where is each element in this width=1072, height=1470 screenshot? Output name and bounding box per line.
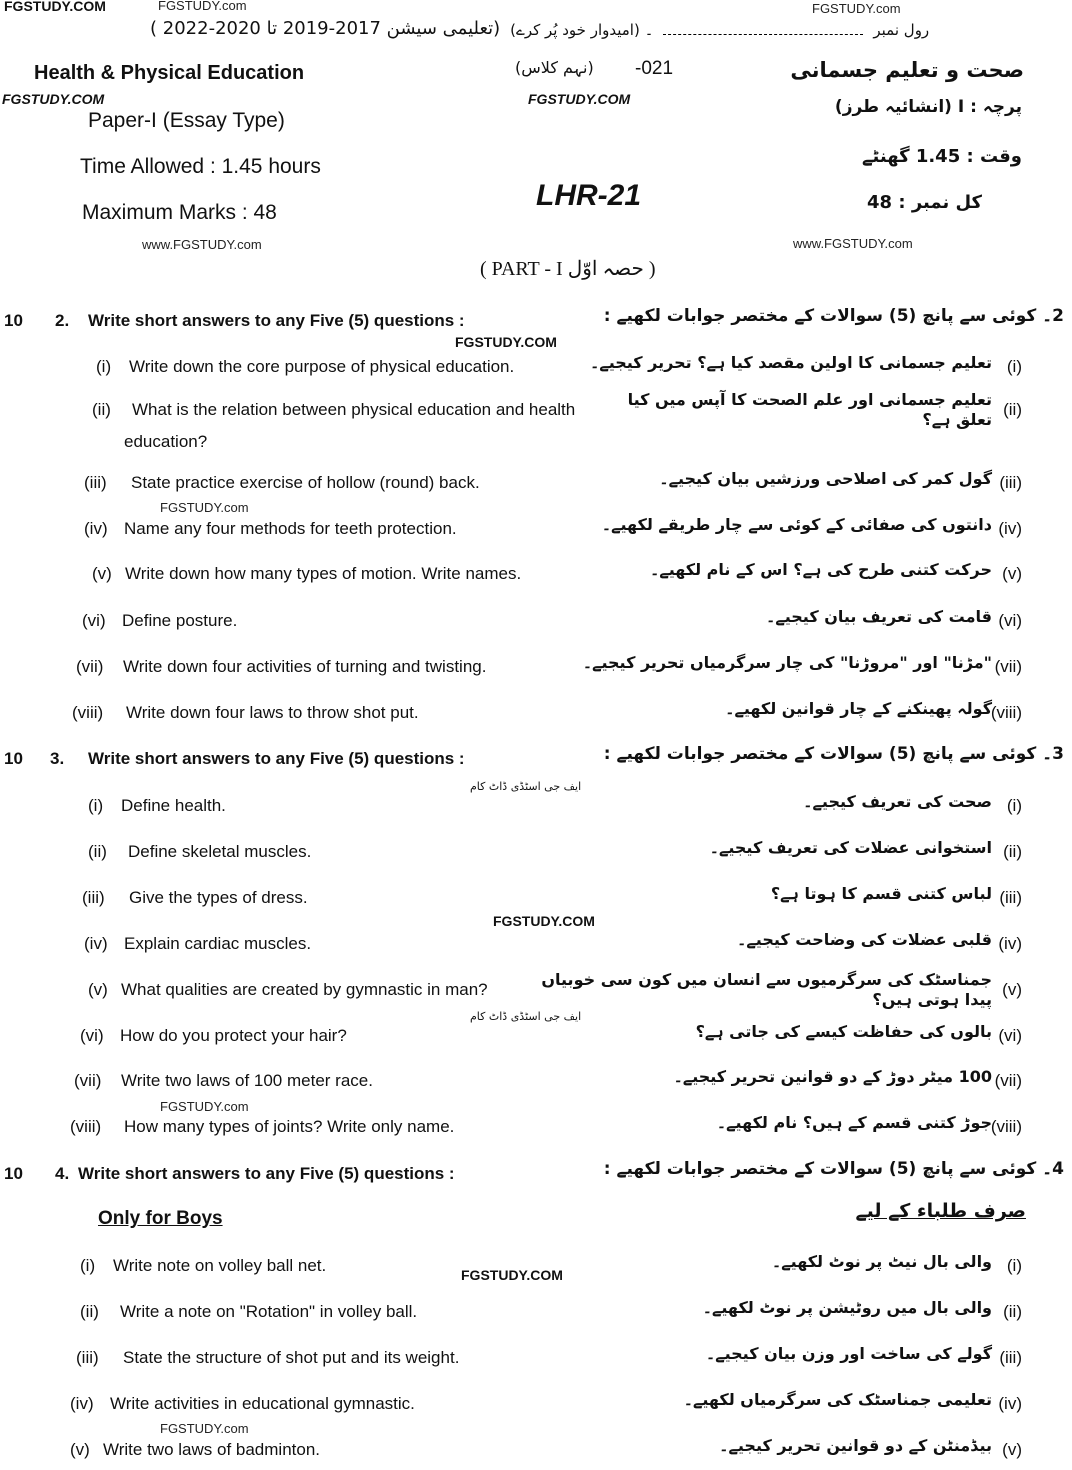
item-number-urdu: (v) <box>1002 1440 1022 1459</box>
question-item <box>0 1344 1072 1378</box>
item-text-urdu: بالوں کی حفاظت کیسے کی جاتی ہے؟ <box>695 1022 992 1041</box>
maximum-marks: Maximum Marks : 48 <box>82 201 277 224</box>
session-urdu: (تعلیمی سیشن 2017-2019 تا 2020-2022 ) <box>150 18 501 39</box>
item-text-urdu: جمناسٹک کی سرگرمیوں سے انسان میں کون سی خوبیاں پیدا ہوتی ہیں؟ <box>541 970 992 1009</box>
item-number: (iv) <box>70 1394 94 1413</box>
item-number: (vii) <box>74 1071 102 1090</box>
question-item <box>0 560 1072 594</box>
item-text: What qualities are created by gymnastic in man? <box>121 980 488 999</box>
item-number: (iv) <box>84 934 108 953</box>
item-text: Write down four laws to throw shot put. <box>126 703 419 722</box>
item-number: (i) <box>96 357 112 376</box>
item-number: (i) <box>88 796 104 815</box>
watermark: FGSTUDY.COM <box>4 0 106 14</box>
item-number-urdu: (ii) <box>1003 842 1022 861</box>
question-number: 3. <box>50 749 65 768</box>
item-number-urdu: (v) <box>1002 564 1022 583</box>
watermark: www.FGSTUDY.com <box>793 236 913 251</box>
item-text: State the structure of shot put and its weight. <box>123 1348 460 1367</box>
subject-title-urdu: صحت و تعلیم جسمانی <box>790 58 1024 82</box>
item-text: State practice exercise of hollow (round) back. <box>131 473 480 492</box>
item-number: (i) <box>80 1256 96 1275</box>
item-text-urdu: قامت کی تعریف بیان کیجیے۔ <box>765 607 992 626</box>
question-item <box>0 653 1072 687</box>
item-text: Explain cardiac muscles. <box>124 934 312 953</box>
watermark: FGSTUDY.com <box>160 500 249 515</box>
item-text-urdu: گول کمر کی اصلاحی ورزشیں بیان کیجیے۔ <box>659 469 992 488</box>
time-allowed: Time Allowed : 1.45 hours <box>80 155 321 178</box>
item-text-urdu: صحت کی تعریف کیجیے۔ <box>803 792 992 811</box>
class-urdu: (نہم کلاس) <box>515 58 594 77</box>
question-item <box>0 699 1072 733</box>
item-number-urdu: (iv) <box>998 519 1022 538</box>
item-text: Write down four activities of turning and twisting. <box>123 657 487 676</box>
item-text-continued: education? <box>124 432 208 451</box>
question-heading: Write short answers to any Five (5) questions : <box>88 311 465 330</box>
roll-no-line <box>663 33 863 35</box>
item-text: Write a note on "Rotation" in volley ball. <box>120 1302 418 1321</box>
question-item <box>0 390 1072 451</box>
question-item <box>0 1022 1072 1056</box>
item-text-urdu: بیڈمنٹن کے دو قوانین تحریر کیجیے۔ <box>719 1436 992 1455</box>
question-heading: Write short answers to any Five (5) questions : <box>78 1164 455 1183</box>
watermark: FGSTUDY.COM <box>528 91 631 107</box>
paper-type-urdu: پرچہ : I (انشائیہ طرز) <box>834 97 1022 117</box>
question-item <box>0 1113 1072 1147</box>
item-text: Define posture. <box>122 611 238 630</box>
item-text: Write activities in educational gymnastic. <box>110 1394 415 1413</box>
watermark: FGSTUDY.COM <box>455 334 557 350</box>
board-code-stamp: LHR-21 <box>536 179 642 212</box>
item-number: (vi) <box>80 1026 104 1045</box>
watermark: FGSTUDY.COM <box>2 91 105 107</box>
item-text-urdu: والی بال میں روٹیشن پر نوٹ لکھیے۔ <box>702 1298 992 1317</box>
item-number-urdu: (iv) <box>998 1394 1022 1413</box>
item-number-urdu: (vii) <box>994 1071 1022 1090</box>
item-text-urdu: تعلیم جسمانی کا اولین مقصد کیا ہے؟ تحریر کیجیے۔ <box>589 353 992 372</box>
item-number-urdu: (i) <box>1006 1256 1022 1275</box>
item-text-urdu: گولے کی ساخت اور وزن بیان کیجیے۔ <box>705 1344 992 1363</box>
question-heading-urdu: 3۔ کوئی سے پانچ (5) سوالات کے مختصر جوابات لکھیے : <box>603 744 1064 764</box>
item-number-urdu: (viii) <box>990 1117 1022 1136</box>
item-number: (iii) <box>84 473 107 492</box>
question-item <box>0 515 1072 549</box>
part-heading: ( PART - I حصہ اوّل ) <box>480 258 656 280</box>
watermark: www.FGSTUDY.com <box>142 237 262 252</box>
item-number: (iii) <box>76 1348 99 1367</box>
item-text-urdu: جوڑ کتنی قسم کے ہیں؟ نام لکھیے۔ <box>716 1113 992 1132</box>
item-text: Name any four methods for teeth protection. <box>124 519 457 538</box>
item-text: What is the relation between physical education and health <box>132 400 576 419</box>
roll-no-label: رول نمبر <box>873 21 930 39</box>
question-item <box>0 884 1072 918</box>
time-allowed-urdu: وقت : 1.45 گھنٹے <box>861 146 1022 167</box>
question-marks: 10 <box>4 311 23 330</box>
item-number-urdu: (iii) <box>999 473 1022 492</box>
item-number: (viii) <box>70 1117 102 1136</box>
subject-title: Health & Physical Education <box>34 62 305 84</box>
item-text: Define health. <box>121 796 226 815</box>
question-item <box>0 930 1072 964</box>
session-line <box>150 18 929 39</box>
item-number: (vi) <box>82 611 106 630</box>
item-number: (iv) <box>84 519 108 538</box>
item-text: How do you protect your hair? <box>120 1026 347 1045</box>
paper-code: -021 <box>635 58 674 79</box>
question-heading: Write short answers to any Five (5) questions : <box>88 749 465 768</box>
section-subheading-urdu: صرف طلباء کے لیے <box>855 1200 1026 1222</box>
item-number-urdu: (iii) <box>999 888 1022 907</box>
watermark: FGSTUDY.COM <box>493 913 595 929</box>
item-number: (v) <box>70 1440 90 1459</box>
item-number-urdu: (ii) <box>1003 400 1022 419</box>
item-number: (ii) <box>88 842 107 861</box>
item-text-urdu: گولہ پھینکنے کے چار قوانین لکھیے۔ <box>725 699 992 718</box>
section-subheading: Only for Boys <box>98 1208 223 1229</box>
item-text: Define skeletal muscles. <box>128 842 312 861</box>
item-number-urdu: (ii) <box>1003 1302 1022 1321</box>
question-item <box>0 1390 1072 1424</box>
item-number: (iii) <box>82 888 105 907</box>
item-text-urdu: تعلیم جسمانی اور علم الصحت کا آپس میں کیا تعلق ہے؟ <box>627 390 992 429</box>
watermark: FGSTUDY.com <box>812 1 901 16</box>
question-heading-urdu: 4۔ کوئی سے پانچ (5) سوالات کے مختصر جوابات لکھیے : <box>603 1159 1064 1179</box>
question-item <box>0 353 1072 387</box>
item-text: How many types of joints? Write only name. <box>124 1117 455 1136</box>
question-item <box>0 469 1072 503</box>
watermark: FGSTUDY.com <box>160 1421 249 1436</box>
item-text-urdu: 100 میٹر دوڑ کے دو قوانین تحریر کیجیے۔ <box>673 1067 992 1086</box>
question-item <box>0 607 1072 641</box>
item-number-urdu: (vii) <box>994 657 1022 676</box>
question-item <box>0 1436 1072 1470</box>
item-text-urdu: لباس کتنی قسم کا ہوتا ہے؟ <box>770 884 992 903</box>
item-number: (vii) <box>76 657 104 676</box>
item-text-urdu: حرکت کتنی طرح کی ہے؟ اس کے نام لکھیے۔ <box>649 560 992 579</box>
item-number-urdu: (iii) <box>999 1348 1022 1367</box>
question-heading-urdu: 2۔ کوئی سے پانچ (5) سوالات کے مختصر جوابات لکھیے : <box>603 306 1064 326</box>
watermark: ایف جی اسٹڈی ڈاٹ کام <box>470 780 582 793</box>
item-text-urdu: والی بال نیٹ پر نوٹ لکھیے۔ <box>771 1252 992 1271</box>
watermark: ایف جی اسٹڈی ڈاٹ کام <box>470 1010 582 1023</box>
item-text: Write two laws of badminton. <box>103 1440 320 1459</box>
question-number: 4. <box>55 1164 70 1183</box>
item-number-urdu: (vi) <box>998 611 1022 630</box>
item-number: (v) <box>92 564 112 583</box>
item-text: Write note on volley ball net. <box>113 1256 327 1275</box>
watermark: FGSTUDY.com <box>158 0 247 13</box>
item-number: (ii) <box>80 1302 99 1321</box>
candidate-note: (امیدوار خود پُر کرے) ۔ <box>510 21 654 39</box>
paper-type: Paper-I (Essay Type) <box>88 109 285 132</box>
item-number-urdu: (iv) <box>998 934 1022 953</box>
item-number-urdu: (vi) <box>998 1026 1022 1045</box>
question-marks: 10 <box>4 749 23 768</box>
question-item <box>0 1252 1072 1286</box>
question-item <box>0 838 1072 872</box>
item-number-urdu: (viii) <box>990 703 1022 722</box>
item-number-urdu: (i) <box>1006 796 1022 815</box>
item-text-urdu: استخوانی عضلات کی تعریف کیجیے۔ <box>709 838 992 857</box>
item-number: (v) <box>88 980 108 999</box>
item-text: Write down how many types of motion. Write names. <box>125 564 522 583</box>
maximum-marks-urdu: کل نمبر : 48 <box>867 192 982 213</box>
item-text-urdu: تعلیمی جمناسٹک کی سرگرمیاں لکھیے۔ <box>683 1390 992 1409</box>
question-item <box>0 970 1072 1010</box>
item-text: Write two laws of 100 meter race. <box>121 1071 373 1090</box>
item-number: (viii) <box>72 703 104 722</box>
question-item <box>0 1067 1072 1101</box>
item-text-urdu: قلبی عضلات کی وضاحت کیجیے۔ <box>737 930 992 949</box>
item-number-urdu: (v) <box>1002 980 1022 999</box>
watermark: FGSTUDY.com <box>160 1099 249 1114</box>
item-text: Give the types of dress. <box>129 888 308 907</box>
question-item <box>0 792 1072 826</box>
item-number: (ii) <box>92 400 111 419</box>
item-text-urdu: "مڑنا" اور "مروڑنا" کی چار سرگرمیاں تحریر کیجیے۔ <box>582 653 992 672</box>
question-number: 2. <box>55 311 70 330</box>
item-text: Write down the core purpose of physical education. <box>129 357 515 376</box>
question-item <box>0 1298 1072 1332</box>
question-marks: 10 <box>4 1164 23 1183</box>
item-text-urdu: دانتوں کی صفائی کے کوئی سے چار طریقے لکھیے۔ <box>601 515 992 534</box>
watermark: FGSTUDY.COM <box>461 1267 563 1283</box>
item-number-urdu: (i) <box>1006 357 1022 376</box>
